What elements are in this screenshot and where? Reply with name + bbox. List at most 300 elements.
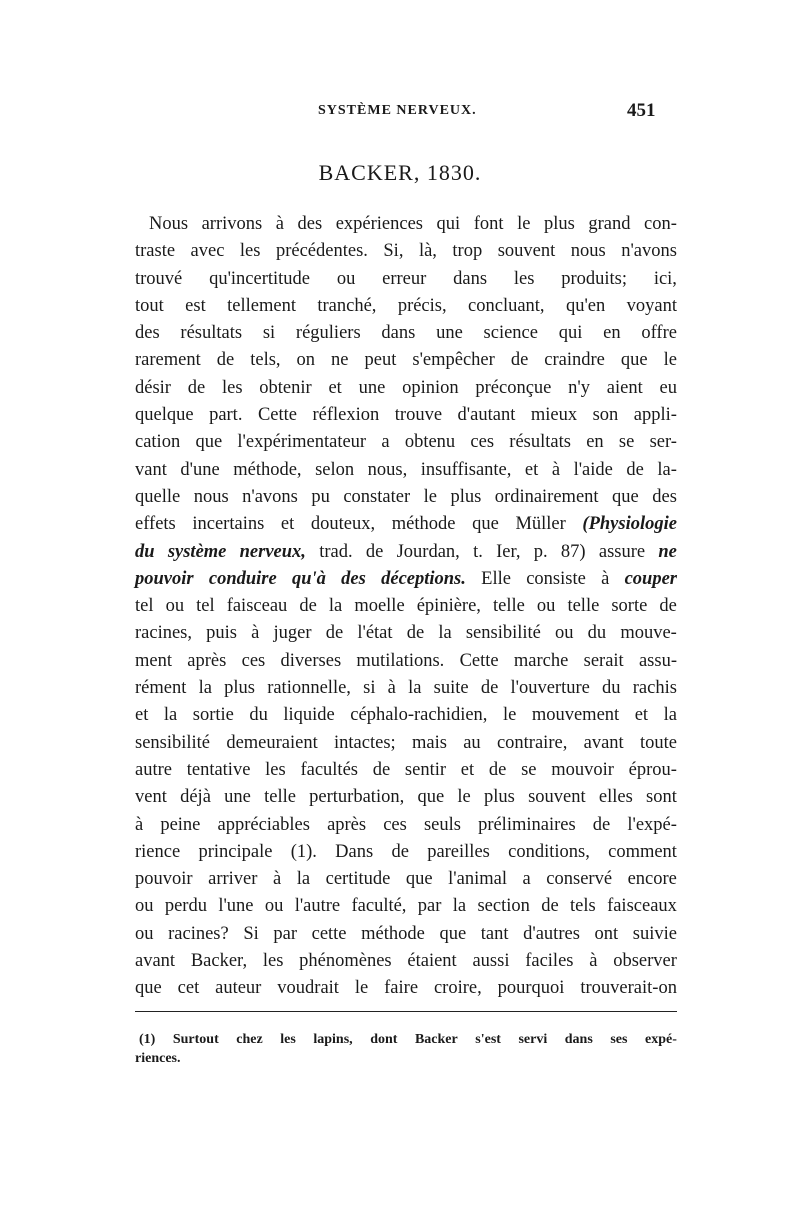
word: tels	[570, 896, 596, 917]
text-line	[135, 375, 677, 402]
word: seuls	[423, 814, 461, 835]
word: tant	[480, 923, 509, 944]
footnote-word: dont	[370, 1032, 398, 1047]
word: on	[296, 350, 316, 371]
word: Jourdan,	[396, 541, 460, 562]
word: pu	[311, 486, 330, 507]
word: rience	[135, 841, 181, 862]
word: ici,	[653, 268, 677, 289]
word: Cette	[257, 405, 297, 426]
word: science	[483, 323, 538, 344]
word: principale	[198, 841, 273, 862]
word: grand	[588, 214, 631, 234]
word: que	[620, 350, 648, 371]
word: et	[634, 705, 649, 726]
word: à	[275, 214, 284, 234]
word: aussi	[472, 951, 510, 972]
word: demeuraient	[226, 732, 318, 753]
word: quelque	[135, 405, 194, 426]
word: ne	[658, 541, 677, 562]
word: assu-	[638, 650, 677, 671]
word: la	[408, 678, 422, 699]
word: n'y	[568, 377, 590, 398]
word: faisceau	[226, 596, 288, 617]
word: observer	[613, 951, 677, 972]
word: à	[387, 678, 396, 699]
word: con-	[643, 214, 677, 234]
word: traste	[135, 241, 176, 262]
word: sentir	[404, 759, 447, 780]
footnote-word: dans	[564, 1032, 593, 1047]
word: ou	[555, 623, 574, 644]
text-line	[135, 566, 677, 593]
footnote-word: ses	[610, 1032, 628, 1047]
word: conduire	[208, 568, 277, 589]
word: peine	[160, 814, 201, 835]
word: une	[224, 787, 251, 808]
word: cette	[311, 923, 347, 944]
word: d'une	[180, 459, 220, 480]
word: n'avons	[621, 241, 677, 262]
footnote-word: chez	[236, 1032, 263, 1047]
footnote-word: Backer	[414, 1032, 458, 1047]
word: cation	[135, 432, 181, 453]
word: rarement	[135, 350, 201, 371]
word: diverses	[280, 650, 342, 671]
word: voyant	[626, 295, 677, 316]
word: mouvement	[531, 705, 620, 726]
word: ou	[135, 896, 154, 917]
word: méthode,	[233, 459, 302, 480]
word: la	[198, 678, 212, 699]
word: et	[328, 377, 342, 398]
word: tel	[196, 596, 215, 617]
word: marche	[513, 650, 569, 671]
word: les	[239, 241, 261, 262]
word: que	[417, 787, 445, 808]
word: obtenir	[259, 377, 312, 398]
word: Nous	[149, 214, 189, 234]
word: qu'à	[291, 568, 326, 589]
word: l'aide	[573, 459, 613, 480]
word: racines?	[168, 923, 229, 944]
word: des	[297, 214, 323, 234]
word: trouverait-on	[580, 978, 677, 999]
word: de	[325, 623, 344, 644]
word: à	[251, 623, 260, 644]
text-line	[135, 429, 677, 456]
text-line	[135, 620, 677, 647]
word: obtenu	[404, 432, 456, 453]
word: de	[187, 377, 206, 398]
word: à	[135, 814, 144, 835]
word: autre	[135, 759, 172, 780]
word: de	[510, 350, 529, 371]
word: ou	[165, 596, 185, 617]
word: phénomènes	[299, 951, 392, 972]
word: pouvoir	[135, 568, 194, 589]
word: intactes;	[334, 732, 396, 753]
word: avant	[135, 951, 176, 972]
text-line	[135, 457, 677, 484]
word: déceptions.	[381, 568, 466, 589]
word: 87)	[560, 541, 586, 562]
word: expériences	[335, 214, 424, 234]
word: est	[185, 295, 206, 316]
word: craindre	[544, 350, 605, 371]
word: quelle	[135, 486, 181, 507]
text-line	[135, 812, 677, 839]
word: suivie	[632, 923, 677, 944]
word: vent	[135, 787, 167, 808]
word: l'expé-	[627, 814, 677, 835]
text-line	[135, 511, 677, 538]
word: là,	[418, 241, 437, 262]
text-line	[135, 347, 677, 374]
word: de	[626, 459, 644, 480]
word: que	[405, 869, 433, 890]
word: erreur	[382, 268, 427, 289]
word: l'une	[218, 896, 254, 917]
text-line	[135, 539, 677, 566]
word: qui	[558, 323, 583, 344]
word: tentative	[186, 759, 251, 780]
word: que	[472, 514, 499, 535]
word: de	[365, 541, 384, 562]
word: une	[358, 377, 386, 398]
text-line	[135, 948, 677, 975]
word: rachis	[632, 678, 677, 699]
word: épinière,	[416, 596, 481, 617]
word: le	[354, 978, 369, 999]
word: perturbation,	[309, 787, 405, 808]
word: qui	[436, 214, 461, 234]
word: consiste	[526, 568, 586, 589]
word: une	[436, 323, 463, 344]
text-line	[135, 211, 677, 238]
word: perdu	[164, 896, 207, 917]
word: nous	[570, 241, 606, 262]
word: l'état	[357, 623, 393, 644]
word: nous	[193, 486, 229, 507]
word: effets	[135, 514, 176, 535]
word: conservé	[546, 869, 613, 890]
word: faculté,	[351, 896, 407, 917]
word: tellement	[227, 295, 296, 316]
word: toute	[639, 732, 677, 753]
word: du	[135, 541, 155, 562]
word: et	[280, 514, 295, 535]
footnote-word: s'est	[475, 1032, 501, 1047]
word: méthode	[361, 923, 425, 944]
word: sont	[646, 787, 677, 808]
word: faisceaux	[607, 896, 677, 917]
page-number: 451	[627, 100, 656, 121]
text-line	[135, 757, 677, 784]
word: offre	[641, 323, 677, 344]
word: de	[488, 759, 507, 780]
word: la	[452, 896, 467, 917]
word: Müller	[515, 514, 566, 535]
word: produits;	[561, 268, 627, 289]
text-line	[135, 266, 677, 293]
word: couper	[624, 568, 677, 589]
word: facultés	[300, 759, 358, 780]
word: ou	[536, 596, 556, 617]
text-line	[135, 238, 677, 265]
word: sortie	[192, 705, 234, 726]
text-line	[135, 784, 677, 811]
word: tranché,	[317, 295, 377, 316]
word: serait	[583, 650, 624, 671]
word: réflexion	[312, 405, 380, 426]
section-heading: BACKER, 1830.	[318, 160, 482, 185]
word: section	[477, 896, 530, 917]
text-line	[135, 839, 677, 866]
word: céphalo-rachidien,	[350, 705, 488, 726]
word: a	[522, 869, 531, 890]
word: concluant,	[468, 295, 545, 316]
word: l'autre	[294, 896, 341, 917]
footnote-word: (1)	[139, 1032, 156, 1047]
word: ces	[470, 432, 495, 453]
footnote-rule	[135, 1011, 677, 1012]
word: du	[587, 623, 607, 644]
word: l'ouverture	[510, 678, 590, 699]
word: opinion	[402, 377, 459, 398]
word: système	[167, 541, 227, 562]
word: de	[391, 841, 409, 862]
word: ou	[336, 268, 356, 289]
word: l'animal	[448, 869, 507, 890]
word: plus	[450, 486, 482, 507]
word: après	[187, 650, 227, 671]
word: dans	[453, 268, 488, 289]
word: part.	[209, 405, 243, 426]
word: elles	[598, 787, 633, 808]
word: ces	[241, 650, 266, 671]
word: la	[328, 596, 343, 617]
word: en	[586, 432, 604, 453]
word: le	[457, 787, 471, 808]
word: du	[249, 705, 268, 726]
word: sorte	[611, 596, 648, 617]
word: mutilations.	[356, 650, 445, 671]
word: précis,	[397, 295, 447, 316]
word: appréciables	[217, 814, 310, 835]
word: ces	[383, 814, 407, 835]
word: après	[327, 814, 367, 835]
word: le	[502, 705, 517, 726]
word: Elle	[481, 568, 511, 589]
word: insuffisante,	[420, 459, 512, 480]
word: d'autres	[523, 923, 580, 944]
word: par	[417, 896, 442, 917]
word: se	[521, 759, 537, 780]
text-line	[135, 293, 677, 320]
word: Dans	[335, 841, 374, 862]
word: n'avons	[242, 486, 298, 507]
word: que	[612, 486, 639, 507]
word: puis	[206, 623, 238, 644]
word: du	[602, 678, 621, 699]
word: selon	[315, 459, 355, 480]
footnote-word: Surtout	[172, 1032, 219, 1047]
word: incertains	[192, 514, 265, 535]
word: l'expérimentateur	[237, 432, 367, 453]
word: que	[195, 432, 223, 453]
text-line	[135, 320, 677, 347]
word: aient	[606, 377, 643, 398]
word: préliminaires	[478, 814, 576, 835]
word: son	[592, 405, 619, 426]
word: croire,	[433, 978, 482, 999]
word: des	[341, 568, 366, 589]
word: par	[273, 923, 297, 944]
word: voudrait	[277, 978, 339, 999]
word: ont	[594, 923, 619, 944]
word: constater	[343, 486, 411, 507]
word: rationnelle,	[267, 678, 351, 699]
footnote-word: servi	[518, 1032, 548, 1047]
footnotes	[135, 1030, 677, 1068]
word: Backer,	[190, 951, 248, 972]
word: les	[262, 951, 284, 972]
word: telle	[264, 787, 296, 808]
word: de	[299, 596, 317, 617]
text-line	[135, 402, 677, 429]
word: ou	[135, 923, 154, 944]
word: juger	[273, 623, 312, 644]
word: que	[439, 923, 467, 944]
word: le	[517, 214, 531, 234]
word: la	[296, 869, 311, 890]
word: encore	[627, 869, 677, 890]
word: eu	[659, 377, 677, 398]
word: pouvoir	[135, 869, 193, 890]
word: arriver	[208, 869, 258, 890]
word: font	[473, 214, 504, 234]
word: tout	[135, 295, 164, 316]
word: mieux	[530, 405, 578, 426]
word: ne	[331, 350, 349, 371]
word: si	[363, 678, 376, 699]
word: (1).	[290, 841, 317, 862]
word: Si	[243, 923, 259, 944]
word: trop	[452, 241, 483, 262]
word: dans	[381, 323, 416, 344]
word: la-	[657, 459, 677, 480]
word: avec	[190, 241, 225, 262]
text-line	[135, 730, 677, 757]
word: précédentes.	[275, 241, 368, 262]
word: résultats	[509, 432, 571, 453]
word: avant	[583, 732, 624, 753]
word: le	[423, 486, 437, 507]
word: douteux,	[310, 514, 376, 535]
word: et	[460, 759, 475, 780]
text-line	[135, 893, 677, 920]
word: appli-	[633, 405, 677, 426]
word: sensibilité	[465, 623, 541, 644]
word: réguliers	[295, 323, 361, 344]
word: telle	[492, 596, 525, 617]
word: trouvé	[135, 268, 183, 289]
word: plus	[484, 787, 515, 808]
text-line	[135, 702, 677, 729]
word: telle	[567, 596, 600, 617]
word: sensibilité	[135, 732, 211, 753]
word: préconçue	[475, 377, 552, 398]
word: à	[551, 459, 561, 480]
word: qu'incertitude	[209, 268, 311, 289]
word: éprou-	[628, 759, 677, 780]
word: t.	[473, 541, 483, 562]
word: contraire,	[496, 732, 568, 753]
word: étaient	[407, 951, 457, 972]
word: souvent	[528, 787, 586, 808]
word: de	[592, 814, 611, 835]
word: faciles	[525, 951, 574, 972]
word: de	[480, 678, 499, 699]
word: de	[406, 623, 425, 644]
word: plus	[543, 214, 575, 234]
word: rément	[135, 678, 187, 699]
word: s'empêcher	[412, 350, 495, 371]
word: à	[601, 568, 610, 589]
footnote-word: riences.	[135, 1051, 181, 1066]
word: déjà	[180, 787, 211, 808]
word: des	[135, 323, 160, 344]
word: souvent	[497, 241, 556, 262]
word: trouve	[394, 405, 443, 426]
word: moelle	[354, 596, 405, 617]
text-line	[135, 484, 677, 511]
word: comment	[608, 841, 677, 862]
word: certitude	[325, 869, 391, 890]
word: liquide	[283, 705, 335, 726]
word: des	[652, 486, 677, 507]
word: les	[513, 268, 535, 289]
word: pourquoi	[497, 978, 565, 999]
footnote-line	[135, 1030, 677, 1049]
word: trad.	[319, 541, 353, 562]
word: cet	[177, 978, 200, 999]
word: auteur	[215, 978, 262, 999]
word: Si,	[383, 241, 404, 262]
word: se	[618, 432, 635, 453]
text-line	[135, 675, 677, 702]
word: ou	[264, 896, 284, 917]
word: faire	[384, 978, 419, 999]
word: les	[221, 377, 243, 398]
word: de	[216, 350, 235, 371]
word: qu'en	[565, 295, 606, 316]
word: ment	[135, 650, 172, 671]
word: en	[603, 323, 621, 344]
word: assure	[598, 541, 646, 562]
word: racines,	[135, 623, 193, 644]
word: et	[524, 459, 539, 480]
word: le	[663, 350, 677, 371]
word: si	[262, 323, 276, 344]
word: mais	[411, 732, 447, 753]
body-text	[135, 211, 677, 1003]
running-title: SYSTÈME NERVEUX.	[318, 103, 477, 118]
word: ser-	[649, 432, 677, 453]
word: Cette	[459, 650, 499, 671]
word: mouvoir	[551, 759, 614, 780]
